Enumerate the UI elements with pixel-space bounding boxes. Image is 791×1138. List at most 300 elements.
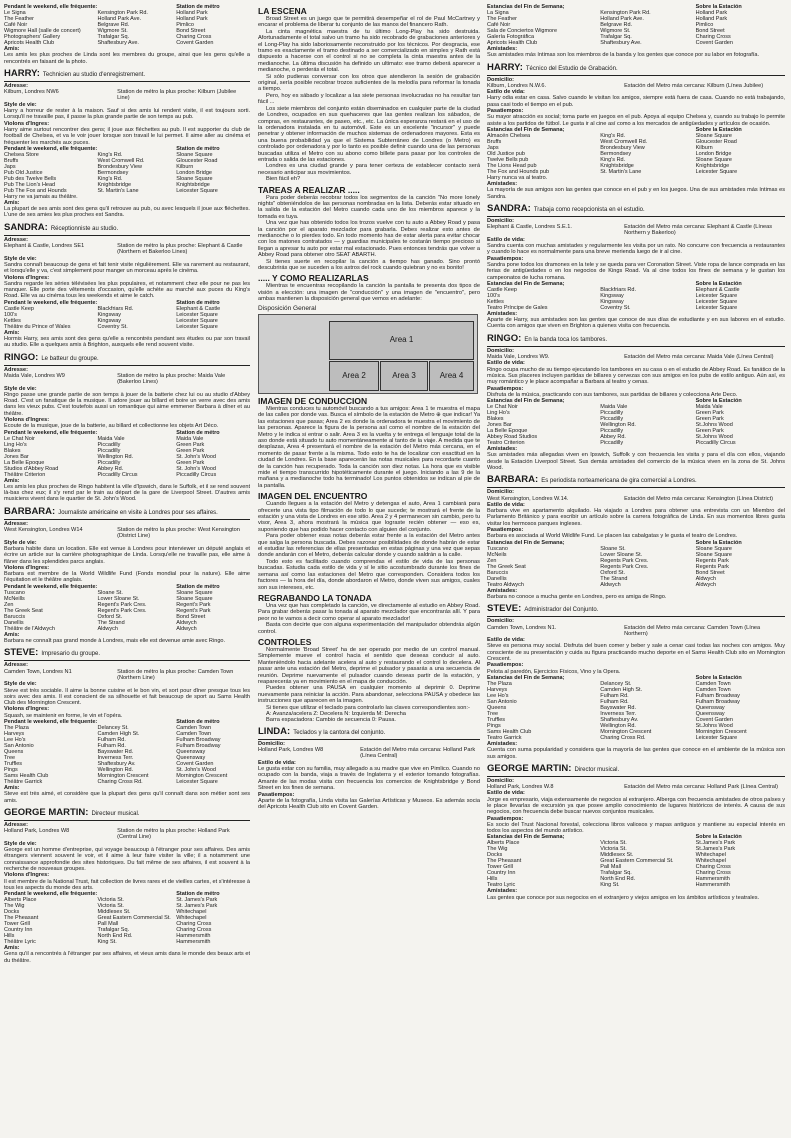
table-cell: Galería Fotográfica	[487, 34, 535, 40]
realize-title: ..... Y COMO REALIZARLAS	[258, 273, 369, 284]
table-cell: Abbey Rd.	[600, 434, 626, 441]
table-cell: North End Rd.	[97, 933, 133, 940]
character-role: Le batteur du groupe.	[41, 355, 99, 362]
character-role: Trabaja como recepcionista en el estudio.	[533, 206, 645, 213]
style-label: Style de vie:	[4, 539, 37, 546]
table-cell: Bayswater Rd.	[97, 749, 134, 755]
table-cell: The Strand	[600, 575, 628, 582]
tasks-text	[258, 195, 480, 272]
table-cell: Hills	[4, 933, 15, 940]
table-cell: Maida Vale	[600, 404, 628, 411]
interests-label: Pasatiempos:	[487, 255, 524, 262]
venues-table	[4, 300, 250, 330]
style-label: Style de vie:	[4, 840, 37, 847]
scene-text	[258, 16, 480, 183]
table-cell: Pub The Lion's Head	[4, 181, 56, 188]
friends-label: Amis:	[4, 46, 20, 52]
interests-label: Violons d'Ingres:	[4, 564, 50, 571]
table-cell: Blackfriars Rd.	[600, 286, 636, 293]
table-row	[4, 324, 250, 330]
table-cell: Holland Park	[176, 16, 208, 22]
table-cell: Queensway	[695, 710, 725, 717]
table-cell: Fulham Rd.	[97, 743, 126, 749]
paragraph: Los siete miembros del conjunto están diseminados en cualquier parte de la ciudad de Londres, ocupados en sus quehaceres que las gentes realizan los sábados, de compras, en restaurantes, de paseo, etc., etc. La única esperanza restará en el uso de la ordenadora instalada en tu automóvil. Este es un excelente "incursor" y puede penetrar y obtener información de muchos sistemas de ordenadores mayores. Esta es una buena probabilidad ya que el Sistema Subterráneo de Londres (o Metro) es controlado por ordenadora y por lo tanto es posible definir cuando una de las personas buscadas utiliza el Metro con su abono como billete para pasar por los controles de entrada o salida de las estaciones.	[258, 105, 480, 163]
table-cell: West Cromwell Rd.	[600, 138, 648, 145]
table-cell: The Greek Seat	[487, 563, 526, 570]
table-cell: Leicester Square	[176, 779, 218, 785]
table-cell: The Pheasant	[487, 858, 522, 865]
table-cell: Holland Park Ave.	[600, 16, 644, 22]
table-cell: Sams Health Club	[4, 773, 49, 779]
table-cell: Green Park	[695, 416, 724, 423]
table-cell: Bruffs	[487, 138, 502, 145]
table-cell: Whitechapel	[695, 858, 726, 865]
table-row	[4, 188, 250, 194]
venues-table	[487, 281, 785, 311]
table-cell: Shaftesbury Ave.	[97, 40, 139, 46]
interests-label: Pasatiempos:	[258, 791, 295, 798]
venues-table	[4, 584, 250, 632]
table-cell: Regents Park Cres.	[600, 563, 649, 570]
table-cell: Aldwych	[695, 581, 717, 588]
friends-text: Las gentes que conoce por sus negocios en el extranjero y viejos amigos en los ámbitos artísticos y teatrales.	[487, 894, 760, 901]
venues-col-head: Station de métro	[176, 299, 220, 306]
venues-col-head: Sobre la Estación	[695, 834, 742, 841]
friends-text: Barbara ne connaît pas grand monde à Londres, mais elle est devenue amie avec Ringo.	[4, 638, 226, 645]
table-cell: Knightsbridge	[176, 181, 210, 188]
station-text: Station de métro la plus proche: West Kensington (District Line)	[117, 527, 240, 540]
table-cell: The Wig	[487, 846, 508, 853]
table-cell: Lee Ho's	[487, 692, 509, 699]
table-cell: Apricots Health Club	[4, 40, 55, 46]
style-label: Style de vie:	[4, 385, 37, 392]
table-cell: King's Rd.	[97, 151, 123, 158]
table-cell: Fulham Broadway	[176, 743, 221, 749]
venues-col-head: Station de métro	[176, 4, 220, 10]
table-cell: Aldwych	[176, 619, 197, 626]
table-cell: Mornington Crescent	[97, 773, 149, 779]
table-cell: Green Park	[176, 459, 205, 466]
drive-title: IMAGEN DE CONDUCCION	[258, 395, 368, 406]
character-name: RINGO:	[4, 351, 39, 363]
table-cell: King St.	[600, 882, 620, 889]
character-section	[487, 475, 785, 600]
style-text: Harry a horreur de rester à la maison. Sauf si des amis lui rendent visite, il est toujours sorti. Lorsqu'il ne travaille pas, il passe la plus grande partie de son temps au pub.	[4, 108, 250, 121]
interests-label: Violons d'Ingres:	[4, 872, 50, 879]
table-cell: Piccadilly	[97, 459, 121, 466]
table-cell: King's Rd.	[600, 156, 626, 163]
table-cell: Camden Town	[695, 686, 731, 693]
venues-table	[4, 719, 250, 785]
character-heading	[4, 223, 250, 236]
venues-col-head: Station de métro	[176, 583, 220, 590]
venues-col-head: Station de métro	[176, 891, 220, 898]
table-cell: The Fox and Hounds pub	[487, 168, 550, 175]
table-cell: Middlesex St.	[97, 909, 131, 916]
character-section	[487, 4, 785, 59]
table-cell: Harry ne va jamais au théâtre.	[4, 193, 78, 200]
table-cell: Camden High St.	[600, 686, 643, 693]
character-section	[487, 63, 785, 200]
paragraph: Bien fácil eh?	[266, 176, 301, 183]
table-cell: Sloane Square	[695, 132, 732, 139]
spanish-instructions-column	[258, 4, 480, 1134]
character-section	[4, 223, 250, 349]
venues-col-head: Sobre la Estación	[695, 674, 742, 681]
table-cell: Whitechapel	[695, 852, 726, 859]
interests-label: Pasatiempos:	[487, 385, 524, 392]
table-cell: Green Park	[176, 447, 205, 454]
table-cell: Coventry St.	[97, 323, 128, 330]
venues-table	[487, 675, 785, 741]
paragraph: Mientras conduces tu automóvil buscando a tus amigos: Area 1 te muestra el mapa de las calles por donde vas. Busca el símbolo de la estación de Metro ⊕ que indicar! Ya las estaciones que pasas; Area 2 es donde la ordenadora te muestra el movimiento de las personas. Aparece la figura de la persona así como el nombre de la estación del Metro y le indica si entrar o salir. Area 3 es la vuelta y te entrega el lenguaje total de la aso donde está situado tu auto momentáneamente al tanto de la viaje. A medida que te desplazas, Area 4 presentará el nombre de la estación del Metro más cercana, en el momento de pasar frente a la misma. Todo esto te ha de localizar con exactitud en la ciudad de Londres. En la base aparecerán las notas musicales para recordarte cuanto de la canción has recuperado. Toda la canción son diez notas. La hora que es visible mide el tiempo transcurrido hipotéticamente durante el juego. Iniciando a las 9 de la mañana y a medianoche todo ha terminado! Los puntos obtenidos se indican al pie de la pantalla.	[258, 405, 480, 489]
table-cell: Leicester Square	[695, 304, 738, 311]
address-label: Domicilio:	[487, 217, 515, 224]
table-cell: Hammersmith	[695, 882, 730, 889]
station-text: Estación del Metro más cercana: Kensington (Línea District)	[624, 495, 774, 502]
table-cell: Great Eastern Commercial St.	[97, 915, 171, 922]
table-cell: Fulham Rd.	[600, 698, 629, 705]
table-cell: Hammersmith	[176, 933, 211, 940]
table-cell: Le Chat Noir	[4, 435, 35, 442]
table-cell: Trafalgar Sq.	[97, 34, 130, 40]
table-cell: Leicester Square	[176, 311, 218, 318]
table-cell: Old Justice pub	[487, 150, 525, 157]
character-role: Impresario du groupe.	[41, 651, 101, 658]
table-cell: Kensington Park Rd.	[97, 10, 148, 16]
table-cell: Kilburn	[695, 144, 713, 151]
table-cell: Leicester Square	[695, 734, 738, 741]
character-section	[487, 334, 785, 472]
style-label: Style de vie:	[4, 681, 37, 688]
venues-col-head: Station de métro	[176, 719, 220, 725]
table-cell: Teatro Garrick	[487, 734, 522, 741]
address-label: Adresse:	[4, 82, 28, 89]
address-block	[4, 527, 250, 540]
interests-label: Pasatiempos:	[487, 527, 524, 534]
table-cell: Green Park	[695, 410, 724, 417]
venues-table	[4, 4, 250, 46]
table-cell: Jones Bar	[4, 453, 29, 460]
interests-text: Pelota al paredón, Ejercicios Físicos, Vino y la Opera.	[487, 668, 621, 675]
table-cell: Castle Keep	[4, 305, 34, 312]
address-label: Adresse:	[4, 236, 28, 243]
friends-text: Gens qu'il a rencontrés à l'étranger par ses affaires, et vieux amis dans le monde des beaux arts et du théâtre.	[4, 951, 250, 964]
table-cell: St.Johns Wood	[695, 434, 733, 441]
controls-title: CONTROLES	[258, 636, 312, 647]
character-section	[487, 604, 785, 760]
table-cell: Jones Bar	[487, 422, 512, 429]
venues-intro: Estancias del Fin de Semana;	[487, 539, 565, 546]
character-name: HARRY:	[487, 61, 523, 73]
paragraph: Todo esto es facilitado cuando comprendas el estilo de vida de las personas buscadas. Estudia cada estilo de vida y sí le sitio acostumbrado durante los fines de semana así como las estaciones del Metro que corresponden. Considera todos los factores — la hora del día, donde abordaron el Metro, donde viven sus amigos, cuales son sus intereses, etc.	[258, 558, 480, 591]
table-cell: Coventry St.	[600, 304, 631, 311]
paragraph: Si tienes que utilizar el teclado para controlarlo las claves correspondientes son:-	[266, 704, 470, 711]
table-cell: Kingsway	[600, 292, 624, 299]
table-cell: Piccadilly	[600, 440, 624, 447]
paragraph: Londres es una ciudad grande y para tener certeza de establecer contacto será necesario anticipar sus movimientos.	[258, 163, 480, 176]
table-cell: Tower Grill	[4, 921, 30, 928]
character-heading	[4, 69, 250, 82]
character-heading	[4, 353, 250, 366]
table-cell: Danellis	[4, 619, 24, 626]
table-cell: Zen	[487, 557, 497, 564]
friends-text: Les amis les plus proches de Linda sont les membres du groupe, ainsi que les gens qu'elle a rencontrés en faisant de la photo.	[4, 52, 250, 65]
character-role: Director musical.	[574, 766, 620, 773]
character-section	[4, 507, 250, 645]
table-cell: Leicester Square	[176, 317, 218, 324]
table-cell: Docks	[4, 909, 20, 916]
address-label: Domicilio:	[487, 489, 515, 496]
table-cell: Whitechapel	[176, 915, 207, 922]
table-cell: Wigmore St.	[600, 28, 631, 34]
table-cell: Gloucester Road	[176, 157, 218, 164]
paragraph: Si tienes suerte en recopilar la canción a tiempo has ganado. Sino prontó descubrirás que se suceden a los astros del rock cuando quiebran y no es bonito!	[258, 258, 480, 272]
table-cell: Charing Cross	[176, 34, 212, 40]
table-row	[4, 779, 250, 785]
table-cell: Twelve Bells pub	[487, 156, 529, 163]
table-cell: Aldwych	[695, 575, 717, 582]
character-heading	[487, 604, 785, 617]
table-cell: Japs	[4, 163, 16, 170]
spanish-character-column	[487, 4, 785, 1134]
table-cell: Piccadilly Circus	[97, 471, 138, 478]
table-cell: Bond Street	[176, 28, 206, 34]
station-text: Estación del Metro más cercana: Camden Town (Línea Northern)	[624, 624, 761, 637]
table-cell: St.James's Park	[695, 840, 736, 847]
table-cell: Bermondsey	[97, 169, 129, 176]
friends-text: Cuenta con suma popularidad y considera que la mayoría de las gentes que conoce en el ambiente de la música son sus amigos.	[487, 747, 785, 760]
interests-label: Pasatiempos:	[487, 815, 524, 822]
meet-title: IMAGEN DEL ENCUENTRO	[258, 491, 368, 502]
venues-intro: Pendant le weekend, elle fréquente:	[4, 583, 98, 590]
style-text: Steve est très sociable. Il aime la bonne cuisine et le bon vin, et sort pour dîner presque tous les soirs avec des amis. Il est conscient de sa silhouette et fait beaucoup de sport au Sams Health Club des Mornington Crescent.	[4, 687, 250, 707]
table-cell: Charing Cross	[695, 864, 731, 871]
table-cell: Bruffs	[4, 157, 19, 164]
station-text: Station de métro la plus proche: Elephant & Castle (Northern et Bakerloo Lines)	[117, 243, 243, 256]
friends-label: Amistades:	[487, 180, 518, 187]
style-text: Steve es persona muy social. Disfruta del buen comer y beber y sale a cenar casi todas las noches con amigos. Muy consciente de su presentación y cuida su figura practicando mucho deporte en el Sams Health Club sito en Mornington Crescent.	[487, 643, 785, 663]
table-cell: Gloucester Road	[695, 138, 737, 145]
table-cell: Truffles	[487, 716, 506, 723]
table-cell: St.Johns Wood	[695, 422, 733, 429]
table-cell: Camden Town	[695, 680, 731, 687]
table-cell: Victoria St.	[600, 846, 627, 853]
table-cell: King's Rd.	[97, 175, 123, 182]
table-cell: Charing Cross Rd.	[97, 779, 143, 785]
address-label: Domicilio:	[487, 777, 515, 784]
address-text: Holland Park, Londres W8	[4, 828, 70, 835]
table-cell: Baruccis	[487, 569, 509, 576]
table-cell: Charing Cross	[176, 927, 212, 934]
station-text: Estación del Metro más cercana: Holland Park (Línea Central)	[624, 784, 778, 791]
venues-col-head: Station de métro	[176, 145, 220, 152]
venues-intro: Pendant le weekend, elle fréquente:	[4, 4, 98, 10]
paragraph: Una vez que has completado la canción, ve directamente al estudio en Abbey Road. Para grabar deberás pasar la tonada al aparato mezclador que encontrarás allí. Y para peor no te vamos a decir como operar al aparato mezclador!	[258, 602, 480, 622]
address-text: Camden Town, Londres N1.	[487, 624, 557, 631]
address-label: Adresse:	[4, 662, 28, 669]
address-block	[487, 224, 785, 237]
table-cell: Teatro Criterion	[487, 440, 525, 447]
style-text: Le gusta estar con su familia, muy allegado a su madre que vive en Pimlico. Cuando no ocupado con la banda, viaja a través de Inglaterra y el exterior tomando fotografías. Amante de las modas visita con frecuencia los comercios de Knightsbridge y Bond Street en los fines de semana.	[258, 766, 480, 792]
character-heading	[487, 764, 785, 777]
table-cell: Sloane Square	[695, 156, 732, 163]
interests-text: Harry aime surtout rencontrer des gens; il joue aux fléchettes au pub. Il est supporter du club de football de Chelsea, et va le voir jouer lorsque son travail le lui permet. Il aime aller au cinéma et fréquenter les marchés aux puces.	[4, 126, 250, 146]
table-cell: Pimlico	[176, 22, 194, 28]
table-cell: Leicester Square	[695, 292, 738, 299]
paragraph: Barra espaciadora: Cambio de secuencia 0: Pausa.	[266, 717, 396, 724]
address-block	[4, 373, 250, 386]
style-label: Style de vie:	[4, 101, 37, 108]
table-cell: Covent Garden	[695, 40, 733, 46]
station-text: Estación del Metro más cercana: Maida Vale (Línea Central)	[624, 354, 774, 361]
interests-text: Disfruta de la música, practicando con sus tambores, sus partidas de billares y colecciona Arte Deco.	[487, 391, 738, 398]
table-cell: Piccadilly Circus	[176, 471, 217, 478]
address-block	[4, 828, 250, 841]
scene-title: LA ESCENA	[258, 6, 307, 16]
table-cell: Maida Vale	[176, 435, 204, 442]
table-cell: Pub Old Justice	[4, 169, 43, 176]
venues-intro: Estancias del Fin de Semana;	[487, 398, 565, 405]
address-text: Kilburn, Londres N.W.6.	[487, 82, 547, 89]
table-cell: Victoria St.	[600, 840, 627, 847]
table-cell: Le Chat Noir	[487, 404, 518, 411]
address-label: Domicilio:	[487, 76, 515, 83]
interests-text: Sandra regarde les séries télévisées les plus populaires, et notamment chez elle pour ne pas les manquer. Elle porte des vêtements d'occasion, qu'elle achète au marché aux puces du King's Road. Elle va au cinéma tous les weekends et aime le catch.	[4, 280, 250, 300]
table-cell: Sams Health Club	[487, 728, 532, 735]
table-cell: The Wig	[4, 903, 25, 910]
venues-col-head: Station de métro	[176, 429, 220, 436]
venues-intro: Pendant le weekend, elle fréquente:	[4, 719, 98, 725]
table-cell: The Strand	[97, 619, 125, 626]
friends-label: Amis:	[4, 631, 20, 638]
style-label: Estilo de vida:	[487, 637, 525, 644]
address-text: West Kensington, Londres W.14.	[487, 495, 569, 502]
character-role: Réceptionniste au studio.	[50, 225, 119, 232]
interests-label: Violons d'Ingres:	[4, 274, 50, 281]
venues-intro: Estancias del Fin de Semana;	[487, 834, 565, 841]
table-cell: Studios d'Abbey Road	[4, 465, 59, 472]
table-cell: Pub The Fox and Hounds	[4, 187, 67, 194]
character-name: GEORGE MARTIN:	[4, 806, 89, 818]
table-cell: Queens	[4, 749, 24, 755]
french-character-column	[4, 4, 250, 1134]
table-cell: Wigmore St.	[97, 28, 128, 34]
area-3: Area 3	[380, 361, 428, 391]
venues-table	[487, 398, 785, 446]
tasks-title: TAREAS A REALIZAR .....	[258, 184, 360, 195]
character-heading	[487, 204, 785, 217]
friends-label: Amis:	[4, 945, 20, 952]
character-heading	[487, 475, 785, 488]
venues-table	[487, 4, 785, 46]
style-text: Sandra connaît beaucoup de gens et fait tenir visite régulièrement. Elle va rarement au restaurant, et lorsqu'elle y va, c'est simplement pour manger un morceau après le cinéma.	[4, 261, 250, 275]
table-cell: Chelsea Store	[4, 151, 39, 158]
table-cell: McNeils	[487, 551, 507, 558]
friends-text: Hormis Harry, ses amis sont des gens qu'elle a rencontrés pendant ses études ou par son travail au studio. Elle a quelques amis à Brighton, auxquels elle rend souvent visite.	[4, 336, 250, 349]
table-cell: Blakes	[487, 416, 504, 423]
table-cell: St.Johns Wood	[695, 722, 733, 729]
table-cell: Aldwych	[97, 625, 118, 632]
table-cell: Théâtre du Prince of Wales	[4, 323, 71, 330]
table-cell: Shaftesbury Av.	[97, 761, 136, 767]
table-cell: Sloane Square	[176, 589, 213, 596]
table-cell: Belgrave Rd.	[600, 22, 633, 28]
table-cell: Maida Vale	[97, 435, 125, 442]
table-cell: Regents Park Cres.	[600, 557, 649, 564]
table-cell: Delancey St.	[600, 680, 632, 687]
friends-text: Aparte de Harry, sus amistades son las gentes que conoce de sus días de estudiante y en sus labores en el estudio. Cuenta con amigos que viven en Brighton a quienes visita con frecuencia.	[487, 317, 785, 330]
table-cell: Lower Sloane St.	[97, 595, 140, 602]
interests-text: Il est membre de la National Trust, fait collection de livres rares et de vieilles cartes, et s'intéresse à tous les aspects du monde des arts.	[4, 878, 250, 891]
style-text: Jorge es empresario, viaja extensamente de negocios al extranjero. Alberga con frecuencia amistades de otros países y le place llevarlas de excursión ya que posee amplio conocimiento de lugares históricos de interés. A causa de sus negocios, con frecuencia debe buscar nuevos conjuntos musicales.	[487, 796, 785, 816]
table-cell: Baruccis	[4, 613, 26, 620]
paragraph: Cuando llegues a la estación del Metro y detengas el auto, Area 1 cambiará para ofrecerte una vista tipo filmación de todo lo que sucede; te mostrará el frente de la estación y una vista de Londres en ese sitio. Area 2 y 4 permanecen sin cambio, pero tu visor, Area 3, ahora mostrará la música que lograste recién obtener — eso es, suponiendo que has podido hacer contacto con alguien del conjunto.	[258, 501, 480, 533]
address-text: Kilburn, Londres NW6	[4, 89, 59, 96]
table-cell: St. John's Wood	[176, 767, 216, 773]
table-cell: Country Inn	[4, 927, 33, 934]
record-title: REGRABANDO LA TONADA	[258, 592, 372, 603]
character-section	[487, 204, 785, 330]
table-cell: Victoria St.	[97, 897, 124, 904]
table-cell: Leicester Square	[176, 323, 218, 330]
character-role: Directeur musical.	[91, 810, 140, 817]
style-label: Estilo de vida:	[487, 501, 525, 508]
table-cell: Almacén Chelsea	[487, 132, 531, 139]
character-heading	[487, 63, 785, 76]
table-cell: Piccadilly	[97, 447, 121, 454]
table-cell: Oxford St.	[97, 613, 123, 620]
table-cell: Hammersmith	[176, 939, 211, 946]
table-cell: Théâtre Garrick	[4, 779, 43, 785]
style-label: Estilo de vida:	[487, 89, 525, 96]
table-cell: The Feather	[4, 16, 34, 22]
style-label: Style de vie:	[4, 255, 37, 262]
address-text: Holland Park, Londres W.8	[487, 784, 554, 791]
character-section	[4, 69, 250, 219]
table-cell: Charing Cross	[176, 921, 212, 928]
address-text: Elephant & Castle, Londres SE1	[4, 243, 85, 250]
address-block	[4, 669, 250, 682]
table-cell: Aldwych	[176, 625, 197, 632]
character-heading	[258, 727, 480, 740]
interests-text: Aparte de la fotografía, Linda visita las Galerías Artísticas y Museos. Es además socia del Apricots Health Club sito en Covent Garden.	[258, 797, 480, 811]
table-cell: Regent's Park Cres.	[97, 607, 147, 614]
table-cell: Regent's Park	[176, 601, 211, 608]
table-cell: Pall Mall	[97, 921, 119, 928]
table-cell: Abbey Road Studios	[487, 434, 538, 441]
address-block	[258, 747, 480, 760]
table-cell: Harry nunca va al teatro.	[487, 174, 548, 181]
table-cell: St. Martin's Lane	[97, 187, 139, 194]
table-cell: Queensway	[176, 749, 206, 755]
character-role: Technicien au studio d'enregistrement.	[42, 71, 146, 78]
paragraph: Para poder obtener esas notas deberás estar frente a la estación del Metro antes que salga la persona buscada. Debes razonar posibilidades de donde habrán de estar el estudiar las referencias de ellas presentadas en estas páginas y una vez que sepas donde andarán con el Metro, deberás calcular donde y cuando saldrán a la calle.	[258, 533, 480, 559]
table-cell: Queensway	[695, 704, 725, 711]
table-cell: London Bridge	[176, 169, 212, 176]
table-cell: St. James's Park	[176, 897, 218, 904]
table-cell: Great Eastern Commercial St.	[600, 858, 674, 865]
table-cell: Fulham Broadway	[695, 698, 740, 705]
realize-text	[258, 283, 480, 302]
friends-label: Amis:	[4, 785, 20, 791]
table-cell: Harveys	[4, 731, 25, 737]
venues-table	[4, 891, 250, 945]
character-name: RINGO:	[487, 332, 522, 344]
area-4: Area 4	[429, 361, 474, 391]
table-cell: Kettles	[4, 317, 21, 324]
table-cell: Sala de Conciertos Wigmore	[487, 28, 558, 34]
